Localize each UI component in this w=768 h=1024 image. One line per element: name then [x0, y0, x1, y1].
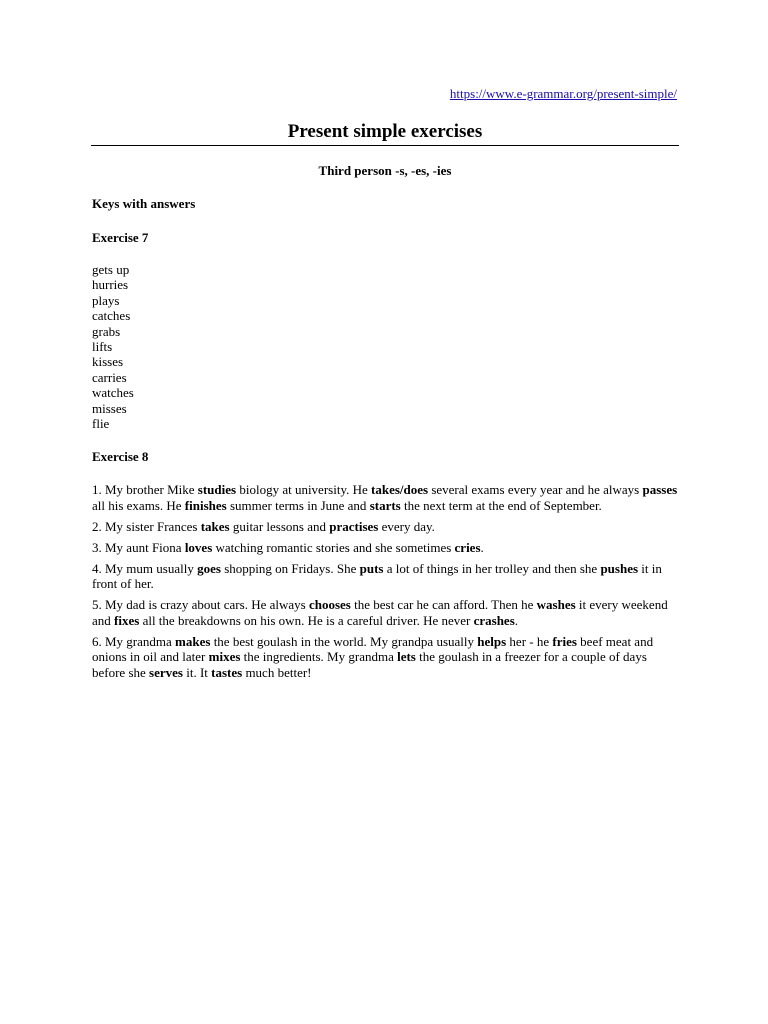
keys-heading: Keys with answers	[92, 196, 196, 211]
sentence-text: the best car he can afford. Then he	[350, 597, 537, 612]
sentence-text: the next term at the end of September.	[400, 497, 602, 513]
answer-verb: serves	[149, 664, 183, 680]
answer-item: catches	[92, 308, 131, 324]
sentence-text: 1. My brother Mike	[92, 482, 198, 497]
sentence-text: the goulash in a freezer for a couple of days before she	[92, 649, 647, 680]
answer-verb: takes	[200, 518, 230, 534]
sentence-text: summer terms in June and	[226, 497, 370, 513]
answer-item: plays	[92, 292, 120, 308]
sentence-text: 4. My mum usually	[92, 560, 198, 576]
answer-verb: passes	[642, 482, 678, 497]
answer-verb: lets	[397, 649, 416, 664]
sentence-text: the ingredients. My grandma	[240, 649, 398, 664]
answer-verb: washes	[536, 597, 576, 612]
page-title: Present simple exercises	[287, 121, 483, 142]
exercise8-item	[92, 519, 682, 535]
sentence-text: .	[480, 539, 484, 555]
sentence-text: 6. My grandma	[92, 633, 176, 649]
answer-verb: practises	[329, 518, 379, 534]
title-divider	[91, 145, 679, 146]
exercise8-item	[92, 482, 682, 513]
sentence-text: all the breakdowns on his own. He is a careful driver. He never	[139, 612, 474, 628]
answer-verb: starts	[369, 497, 401, 513]
sentence-text: .	[514, 612, 519, 628]
sentence-text: guitar lessons and	[229, 518, 330, 534]
sentence-text: shopping on Fridays. She	[220, 560, 360, 576]
sentence-text: it. It	[182, 664, 212, 680]
answer-verb: fries	[552, 633, 577, 649]
sentence-text: beef meat and onions in oil and later	[92, 633, 654, 664]
sentence-text: it every weekend and	[92, 597, 668, 628]
answer-item: grabs	[92, 323, 121, 339]
exercise8-heading: Exercise 8	[92, 449, 149, 464]
exercise7-answer-list	[92, 262, 134, 431]
sentence-text: 5. My dad is crazy about cars. He always	[92, 597, 309, 612]
answer-item: gets up	[92, 262, 130, 277]
sentence-text: 3. My aunt Fiona	[92, 539, 185, 555]
exercise8-item	[92, 540, 682, 556]
source-link[interactable]: https://www.e-grammar.org/present-simple/	[449, 86, 677, 101]
exercise7-heading: Exercise 7	[92, 230, 149, 245]
answer-verb: tastes	[211, 664, 243, 680]
sentence-text: every day.	[378, 518, 435, 534]
answer-verb: cries	[454, 539, 481, 555]
answer-verb: makes	[175, 633, 211, 649]
sentence-text: biology at university. He	[236, 482, 372, 497]
answer-item: kisses	[92, 354, 124, 370]
answer-item: hurries	[92, 277, 129, 293]
sentence-text: a lot of things in her trolley and then she	[383, 560, 601, 576]
sentence-text: much better!	[242, 664, 312, 680]
answer-item: watches	[92, 385, 134, 401]
answer-verb: chooses	[308, 597, 351, 612]
answer-item: carries	[92, 369, 127, 385]
answer-verb: goes	[197, 560, 221, 576]
sentence-text: it in front of her.	[92, 560, 662, 591]
answer-item: lifts	[92, 339, 113, 355]
exercise8-item	[92, 634, 682, 681]
answer-verb: studies	[197, 482, 237, 497]
answer-verb: pushes	[600, 560, 639, 576]
exercise8-item	[92, 597, 682, 628]
sentence-text: her - he	[506, 633, 553, 649]
sentence-text: watching romantic stories and she sometimes	[212, 539, 455, 555]
sentence-text: all his exams. He	[92, 497, 185, 513]
sentence-text: the best goulash in the world. My grandpa usually	[210, 633, 478, 649]
exercise8-answers	[92, 482, 682, 686]
answer-item: misses	[92, 400, 127, 416]
exercise8-item	[92, 561, 682, 592]
answer-verb: takes/does	[371, 482, 429, 497]
sentence-text: 2. My sister Frances	[92, 518, 201, 534]
answer-verb: loves	[184, 539, 213, 555]
answer-verb: helps	[477, 633, 507, 649]
answer-item: flie	[92, 416, 110, 432]
answer-verb: crashes	[473, 612, 515, 628]
answer-verb: fixes	[114, 612, 140, 628]
page-subtitle: Third person -s, -es, -ies	[318, 163, 452, 178]
answer-verb: puts	[359, 560, 384, 576]
answer-verb: finishes	[184, 497, 227, 513]
sentence-text: several exams every year and he always	[428, 482, 643, 497]
answer-verb: mixes	[208, 649, 241, 664]
